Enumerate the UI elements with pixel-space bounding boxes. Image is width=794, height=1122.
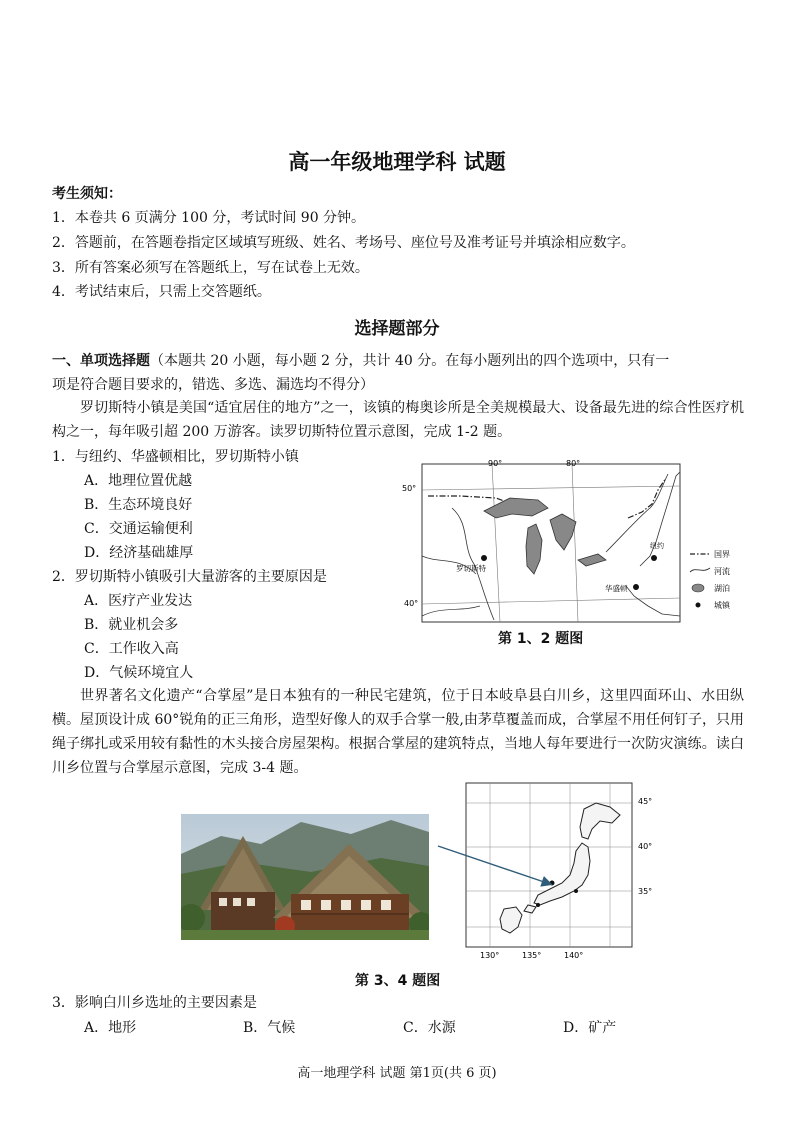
question-3-option: A．地形 (84, 1020, 137, 1036)
notice-item: 2．答题前，在答题卷指定区域填写班级、姓名、考场号、座位号及准考证号并填涂相应数字。 (52, 235, 635, 251)
lon-label: 135° (522, 951, 542, 960)
lon-label: 140° (564, 951, 584, 960)
section-title: 选择题部分 (354, 319, 440, 339)
passage-gassho: 世界著名文化遗产“合掌屋”是日本独有的一种民宅建筑，位于日本岐阜县白川乡，这里四面环山、水田纵横。屋顶设计成 60°锐角的正三角形，造型好像人的双手合掌一般,由茅草覆盖而成，合掌屋不用任何钉子，只用绳子绑扎或采用较有黏性的木头接合房屋架构。根据合掌屋的建筑特点，当地人每年要进行一次防灾演练。读白川乡位置与合掌屋示意图，完成 3-4 题。 (52, 688, 744, 776)
gassho-house-photo (181, 814, 429, 940)
legend-label: 湖泊 (714, 584, 730, 593)
passage-rochester: 罗切斯特小镇是美国“适宜居住的地方”之一，该镇的梅奥诊所是全美规模最大、设备最先进的综合性医疗机构之一，每年吸引超 200 万游客。读罗切斯特位置示意图，完成 1-2 题。 (52, 400, 744, 440)
rochester-location-map (400, 456, 745, 626)
notice-heading: 考生须知： (52, 186, 122, 202)
question-3-option: B．气候 (243, 1020, 296, 1036)
locator-arrow (430, 840, 560, 890)
question-1-option: D．经济基础雄厚 (84, 545, 194, 561)
great-lake (526, 524, 542, 574)
city-label: 罗切斯特 (456, 564, 486, 573)
part1-instruction-line2: 项是符合题目要求的，错选、多选、漏选均不得分） (52, 377, 374, 393)
city-marker (633, 584, 639, 590)
lat-label: 40° (404, 599, 419, 608)
question-3-stem: 3．影响白川乡选址的主要因素是 (52, 995, 257, 1011)
lat-label: 45° (638, 797, 653, 806)
page-title: 高一年级地理学科 试题 (288, 150, 506, 174)
map2-caption: 第 3、4 题图 (355, 973, 441, 989)
legend-label: 国界 (714, 550, 730, 559)
question-2-option: D．气候环境宜人 (84, 665, 194, 681)
part1-heading: 一、单项选择题 (52, 353, 150, 369)
national-border (428, 478, 666, 518)
lat-label: 50° (402, 484, 417, 493)
map1-caption: 第 1、2 题图 (498, 631, 584, 647)
question-1-option: A．地理位置优越 (84, 473, 193, 489)
part1-instruction-line1 (52, 350, 669, 370)
question-3-option: C．水源 (403, 1020, 456, 1036)
city-marker (481, 555, 487, 561)
question-1-option: B．生态环境良好 (84, 497, 193, 513)
coastline (626, 586, 680, 616)
legend-river-symbol (690, 568, 710, 572)
lon-label: 90° (488, 459, 503, 468)
legend-lake-symbol (692, 584, 704, 592)
city-marker (574, 889, 578, 893)
notice-item: 3．所有答案必须写在答题纸上，写在试卷上无效。 (52, 260, 369, 276)
city-label: 纽约 (650, 542, 664, 550)
question-2-stem: 2．罗切斯特小镇吸引大量游客的主要原因是 (52, 569, 327, 585)
part1-instruction: （本题共 20 小题，每小题 2 分，共计 40 分。在每小题列出的四个选项中，只有一 (150, 353, 670, 369)
question-2-option: A．医疗产业发达 (84, 593, 193, 609)
question-2-option: C．工作收入高 (84, 641, 179, 657)
city-label: 华盛顿 (605, 584, 628, 593)
river (606, 474, 668, 552)
lon-label: 80° (566, 459, 581, 468)
legend-label: 河流 (714, 567, 730, 576)
legend-city-symbol (696, 603, 701, 608)
lat-label: 40° (638, 842, 653, 851)
question-1-stem: 1．与纽约、华盛顿相比，罗切斯特小镇 (52, 449, 299, 465)
notice-item: 1．本卷共 6 页满分 100 分，考试时间 90 分钟。 (52, 210, 366, 226)
page-footer: 高一地理学科 试题 第1页(共 6 页) (297, 1066, 497, 1081)
great-lake (550, 514, 576, 550)
city-marker (536, 903, 540, 907)
lon-label: 130° (480, 951, 500, 960)
great-lake (578, 554, 606, 566)
question-3-option: D．矿产 (563, 1020, 617, 1036)
lat-label: 35° (638, 887, 653, 896)
notice-item: 4．考试结束后，只需上交答题纸。 (52, 284, 271, 300)
question-2-option: B．就业机会多 (84, 617, 179, 633)
city-marker (651, 555, 657, 561)
question-1-option: C．交通运输便利 (84, 521, 193, 537)
legend-label: 城镇 (714, 601, 730, 610)
